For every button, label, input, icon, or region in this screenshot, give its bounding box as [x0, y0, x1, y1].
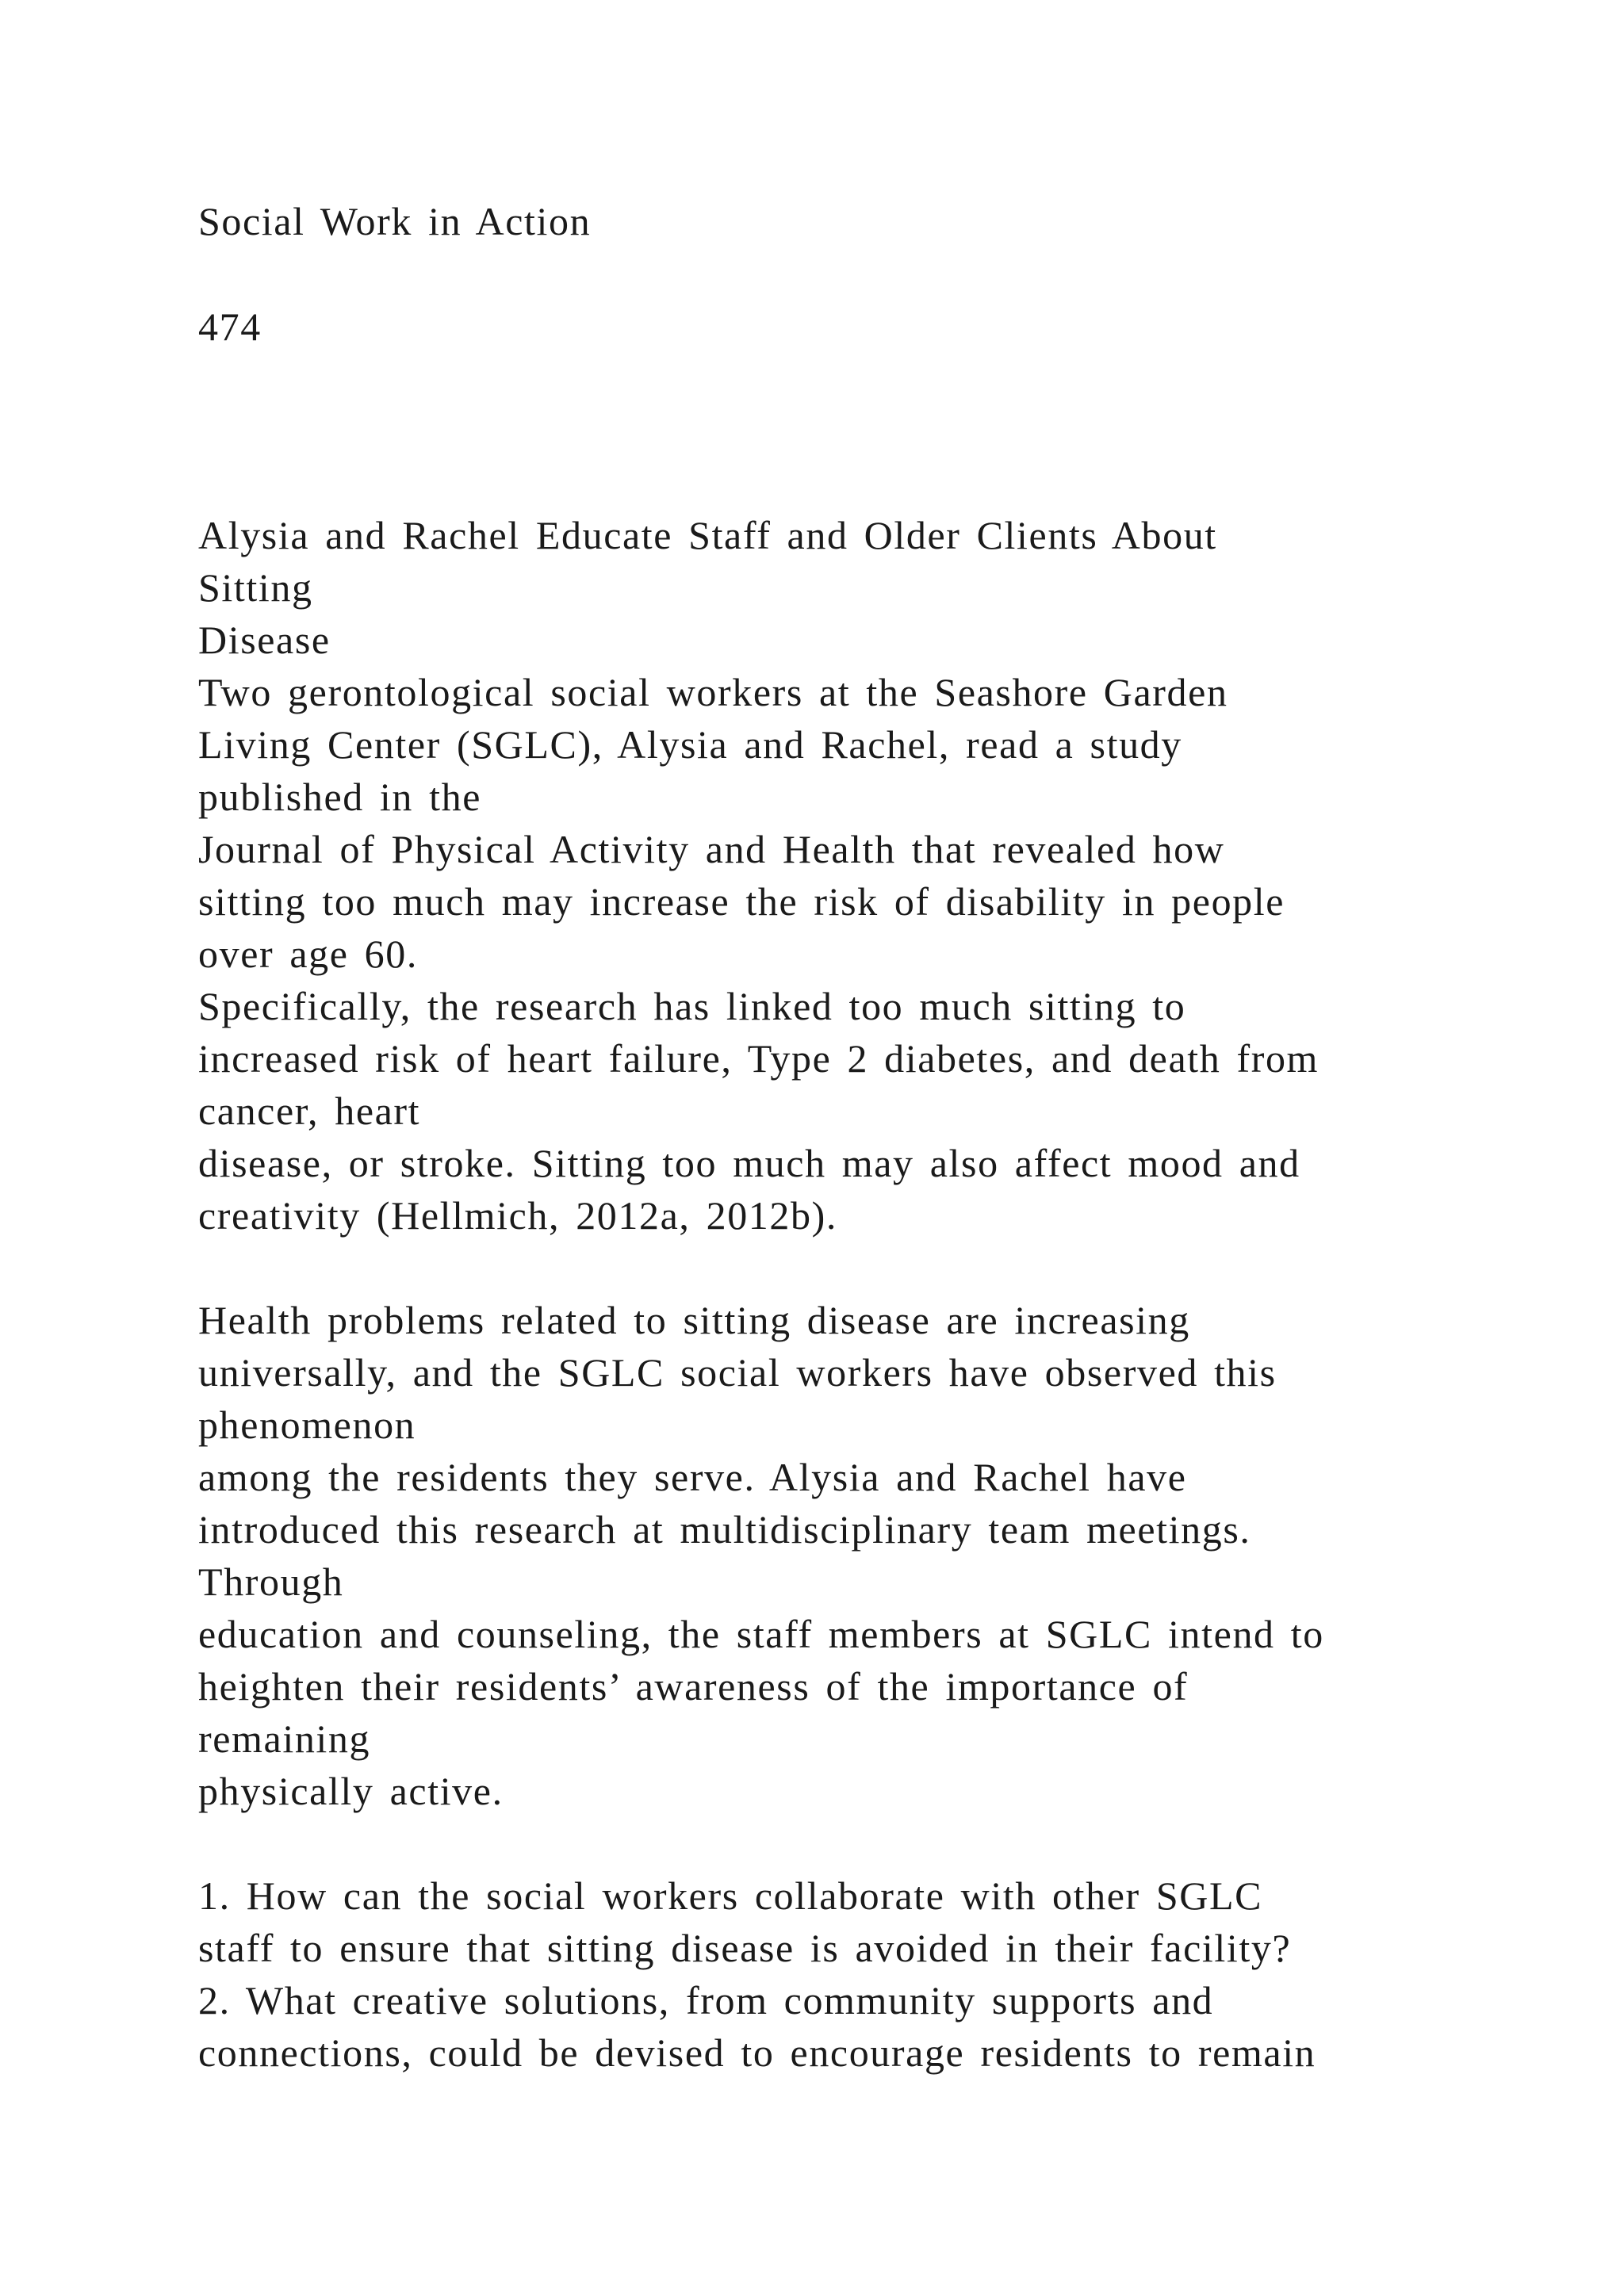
paragraph-line: published in the — [198, 775, 482, 819]
case-title-line: Sitting — [198, 565, 313, 610]
case-title-line: Alysia and Rachel Educate Staff and Older Clients About — [198, 513, 1217, 557]
paragraph-line: over age 60. — [198, 932, 418, 976]
paragraph-line: phenomenon — [198, 1402, 416, 1447]
paragraph-line: universally, and the SGLC social workers have observed this — [198, 1350, 1277, 1395]
question-line: staff to ensure that sitting disease is avoided in their facility? — [198, 1926, 1292, 1970]
paragraph-line: heighten their residents’ awareness of the importance of — [198, 1664, 1189, 1709]
page-number: 474 — [198, 304, 262, 349]
question-line: connections, could be devised to encourage residents to remain — [198, 2030, 1316, 2075]
paragraph-line: education and counseling, the staff members at SGLC intend to — [198, 1612, 1324, 1656]
question-line: 2. What creative solutions, from community supports and — [198, 1978, 1214, 2022]
paragraph-line: physically active. — [198, 1769, 504, 1813]
paragraph-line: among the residents they serve. Alysia and Rachel have — [198, 1455, 1187, 1499]
paragraph-line: creativity (Hellmich, 2012a, 2012b). — [198, 1193, 837, 1238]
question-line: 1. How can the social workers collaborate with other SGLC — [198, 1873, 1263, 1918]
paragraph-line: cancer, heart — [198, 1089, 421, 1133]
paragraph-line: sitting too much may increase the risk of disability in people — [198, 879, 1285, 924]
running-title: Social Work in Action — [198, 199, 592, 243]
paragraph-line: Journal of Physical Activity and Health that revealed how — [198, 827, 1225, 871]
paragraph-line: Specifically, the research has linked too much sitting to — [198, 984, 1186, 1028]
paragraph-line: Living Center (SGLC), Alysia and Rachel, read a study — [198, 722, 1182, 767]
paragraph-line: remaining — [198, 1716, 371, 1761]
paragraph-line: increased risk of heart failure, Type 2 diabetes, and death from — [198, 1036, 1320, 1081]
paragraph-line: disease, or stroke. Sitting too much may also affect mood and — [198, 1141, 1300, 1185]
case-title-line: Disease — [198, 618, 331, 662]
paragraph-line: Through — [198, 1559, 344, 1604]
paragraph-line: Two gerontological social workers at the Seashore Garden — [198, 670, 1228, 714]
paragraph-line: introduced this research at multidisciplinary team meetings. — [198, 1507, 1251, 1552]
paragraph-line: Health problems related to sitting disease are increasing — [198, 1298, 1190, 1342]
